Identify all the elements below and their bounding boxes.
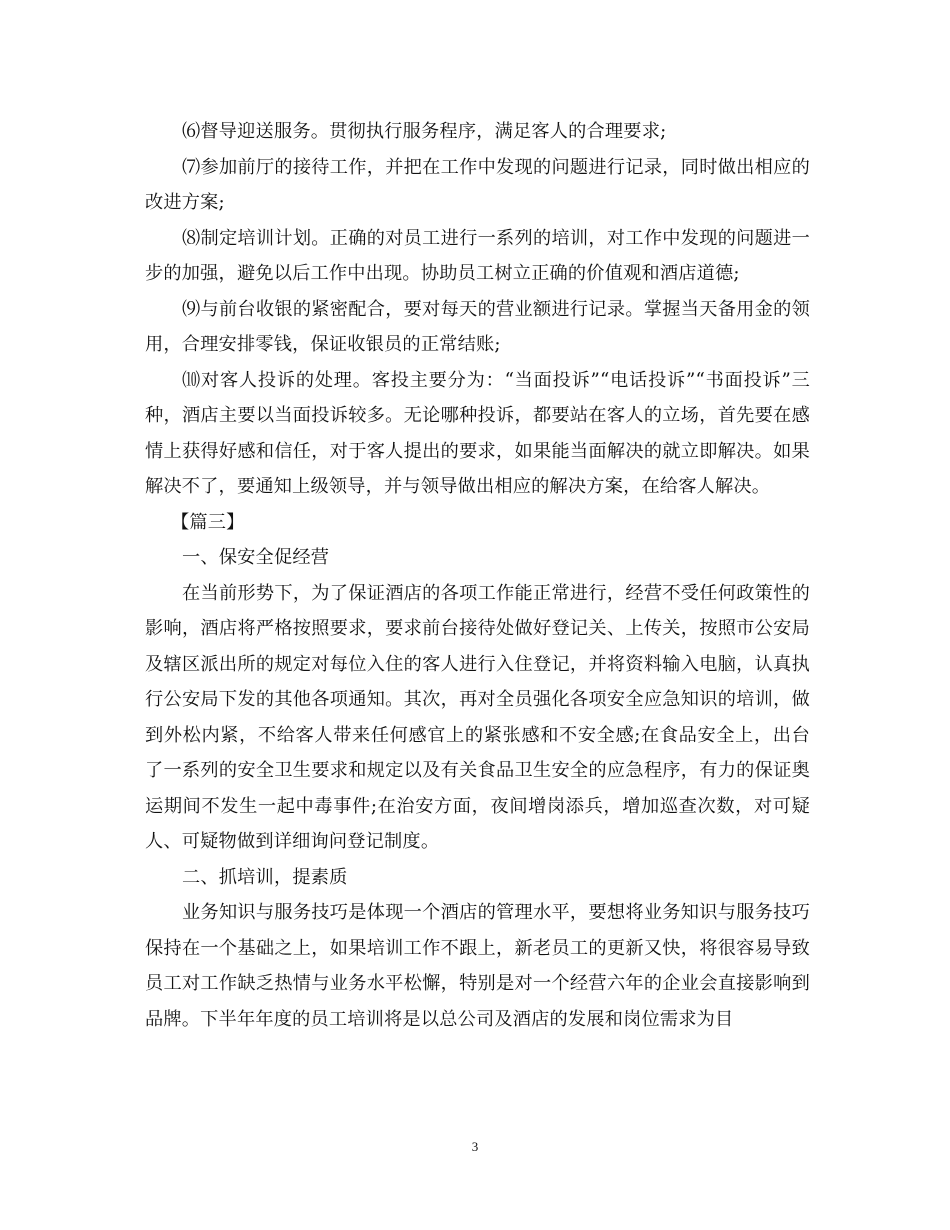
- paragraph-item-7: ⑺参加前厅的接待工作，并把在工作中发现的问题进行记录，同时做出相应的改进方案;: [145, 156, 810, 213]
- section-heading: 【篇三】: [171, 511, 245, 533]
- page-body: [145, 114, 810, 1037]
- paragraph-security: 在当前形势下，为了保证酒店的各项工作能正常进行，经营不受任何政策性的影响，酒店将严格按照要求，要求前台接待处做好登记关、上传关，按照市公安局及辖区派出所的规定对每位入住的客人进行入住登记，并将资料输入电脑，认真执行公安局下发的其他各项通知。其次，再对全员强化各项安全应急知识的培训，做到外松内紧，不给客人带来任何感官上的紧张感和不安全感;在食品安全上，出台了一系列的安全卫生要求和规定以及有关食品卫生安全的应急程序，有力的保证奥运期间不发生一起中毒事件;在治安方面，夜间增岗添兵，增加巡查次数，对可疑人、可疑物做到详细询问登记制度。: [145, 582, 810, 852]
- paragraph-item-6: ⑹督导迎送服务。贯彻执行服务程序，满足客人的合理要求;: [182, 121, 667, 142]
- subheading-training: 二、抓培训，提素质: [182, 866, 348, 888]
- subheading-security: 一、保安全促经营: [182, 547, 330, 568]
- paragraph-item-9: ⑼与前台收银的紧密配合，要对每天的营业额进行记录。掌握当天备用金的领用，合理安排零钱，保证收银员的正常结账;: [145, 298, 810, 355]
- paragraph-item-8: ⑻制定培训计划。正确的对员工进行一系列的培训，对工作中发现的问题进一步的加强，避免以后工作中出现。协助员工树立正确的价值观和酒店道德;: [145, 227, 810, 284]
- page-number: 3: [471, 1139, 479, 1154]
- paragraph-item-10: ⑽对客人投诉的处理。客投主要分为：“当面投诉”“电话投诉”“书面投诉”三种，酒店主要以当面投诉较多。无论哪种投诉，都要站在客人的立场，首先要在感情上获得好感和信任，对于客人提出的要求，如果能当面解决的就立即解决。如果解决不了，要通知上级领导，并与领导做出相应的解决方案，在给客人解决。: [145, 369, 810, 497]
- paragraph-training: 业务知识与服务技巧是体现一个酒店的管理水平，要想将业务知识与服务技巧保持在一个基础之上，如果培训工作不跟上，新老员工的更新又快，将很容易导致员工对工作缺乏热情与业务水平松懈，特别是对一个经营六年的企业会直接影响到品牌。下半年年度的员工培训将是以总公司及酒店的发展和岗位需求为目: [145, 902, 810, 1030]
